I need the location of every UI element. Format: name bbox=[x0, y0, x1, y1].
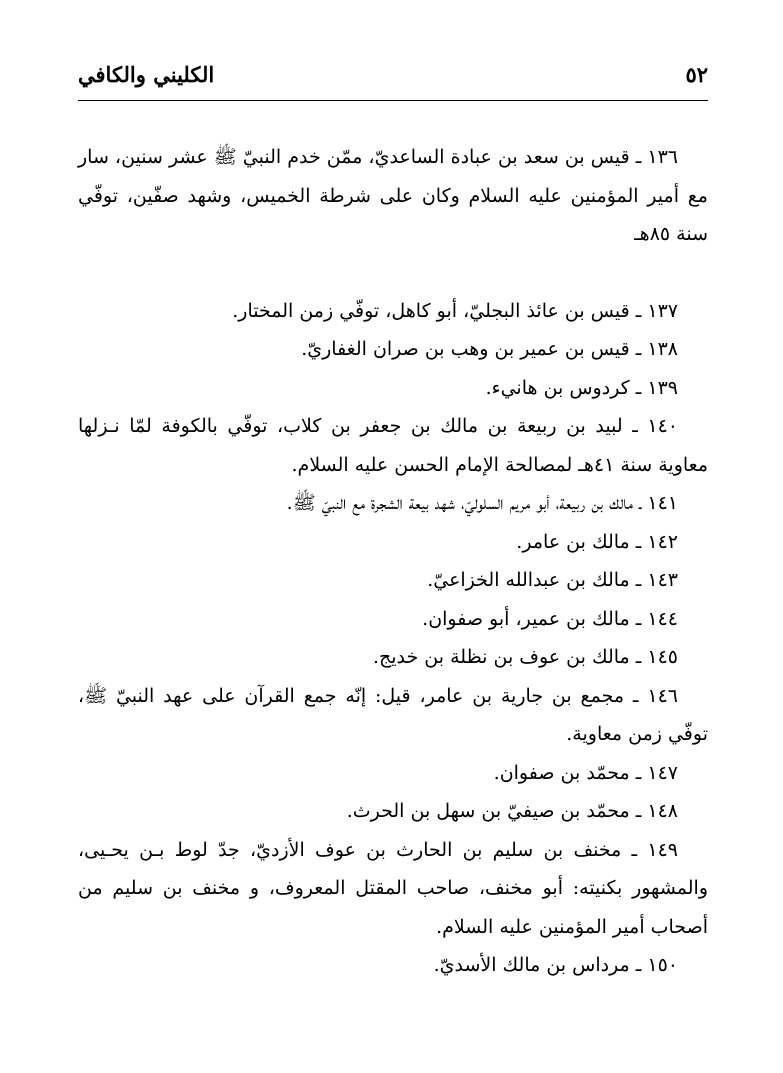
entry-147: ١٤٧ ـ محمّد بن صفوان. bbox=[493, 761, 678, 784]
page-number: ٥٢ bbox=[685, 62, 708, 87]
entry-140: ١٤٠ ـ لبيد بن ربيعة بن مالك بن جعفر بن كلاب، توفّي بالكوفة لمّا نـزلها معاوية سنة ٤١هـ لمصالحة الإمام الحسن عليه السلام. bbox=[78, 415, 708, 476]
entry-list bbox=[78, 138, 708, 985]
page-header bbox=[78, 58, 708, 98]
entry-145: ١٤٥ ـ مالك بن عوف بن نظلة بن خديج. bbox=[372, 646, 678, 668]
entry-136: ١٣٦ ـ قيس بن سعد بن عبادة الساعديّ، ممّن خدم النبيّ ﷺ عشر سنين، سار مع أمير المؤمنين عليه السلام وكان على شرطة الخميس، وشهد صفّين، توفّي سنة ٨٥هـ bbox=[78, 146, 708, 245]
entry-148: ١٤٨ ـ محمّد بن صيفيّ بن سهل بن الحرث. bbox=[346, 800, 678, 822]
entry-141: ١٤١ ـ مالك بن ربيعة، أبو مريم السلوليّ، شهد بيعة الشجرة مع النبيّ ﷺ. bbox=[286, 492, 678, 514]
entry-137: ١٣٧ ـ قيس بن عائذ البجليّ، أبو كاهل، توفّي زمن المختار. bbox=[232, 299, 678, 322]
entry-150: ١٥٠ ـ مرداس بن مالك الأسديّ. bbox=[433, 954, 678, 976]
running-title: الكليني والكافي bbox=[78, 62, 215, 87]
entry-138: ١٣٨ ـ قيس بن عمير بن وهب بن صران الغفاريّ. bbox=[301, 338, 678, 360]
entry-144: ١٤٤ ـ مالك بن عمير، أبو صفوان. bbox=[422, 607, 678, 630]
entry-146: ١٤٦ ـ مجمع بن جارية بن عامر، قيل: إنّه جمع القرآن على عهد النبيّ ﷺ، توفّي زمن معاوية. bbox=[78, 684, 708, 745]
entry-142: ١٤٢ ـ مالك بن عامر. bbox=[516, 530, 678, 553]
entry-139: ١٣٩ ـ كردوس بن هانيء. bbox=[485, 376, 678, 399]
entry-149: ١٤٩ ـ مخنف بن سليم بن الحارث بن عوف الأزديّ، جدّ لوط بـن يحـيى، والمشهور بكنيته: أبو مخنف، صاحب المقتل المعروف، و مخنف بن سليم من أصحاب أمير المؤمنين عليه السلام. bbox=[78, 838, 708, 938]
header-divider bbox=[78, 100, 708, 101]
entry-143: ١٤٣ ـ مالك بن عبدالله الخزاعيّ. bbox=[427, 569, 678, 591]
